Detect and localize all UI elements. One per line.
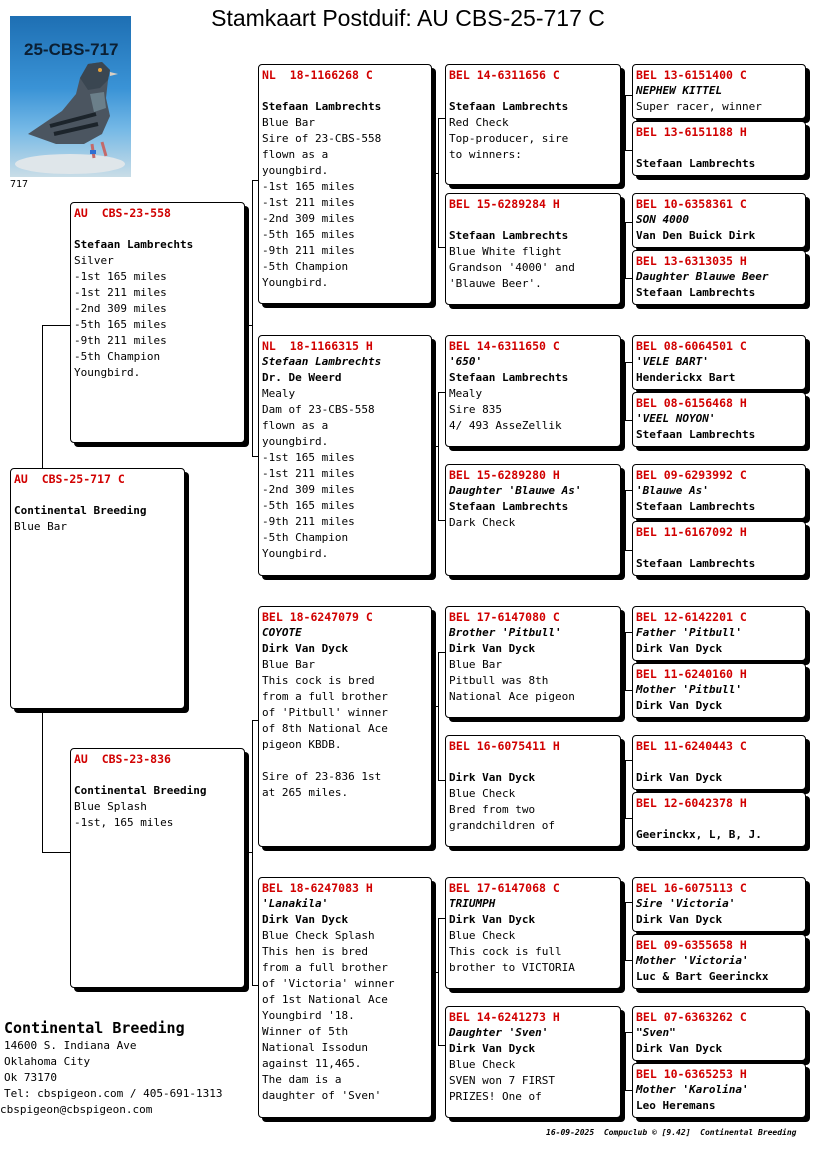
pigeon-photo — [10, 16, 131, 177]
info-line: 'Blauwe Beer'. — [449, 277, 542, 290]
owner-name: Stefaan Lambrechts — [262, 100, 382, 113]
pigeon-name: '650' — [449, 355, 483, 368]
connector-line — [625, 95, 632, 96]
connector-line — [625, 420, 632, 421]
ring-number: BEL 16-6075113 C — [636, 881, 747, 895]
owner-name: Stefaan Lambrechts — [636, 157, 756, 170]
owner-name: Dirk Van Dyck — [636, 1042, 723, 1055]
info-line — [636, 811, 802, 827]
connector-line — [42, 325, 43, 469]
ancestor-card — [632, 464, 806, 519]
info-line: Blue Bar — [262, 116, 315, 129]
ring-number: AU CBS-23-558 — [74, 206, 171, 220]
ring-number: BEL 14-6311650 C — [449, 339, 560, 353]
owner-name: Dirk Van Dyck — [636, 699, 723, 712]
info-line: -9th 211 miles — [74, 334, 167, 347]
pigeon-name: "Sven" — [636, 1026, 676, 1039]
grandparent-card — [258, 606, 432, 847]
pigeon-name: 'Lanakila' — [262, 897, 329, 910]
info-line: from a full brother — [262, 961, 388, 974]
great-grandparent-card — [445, 335, 621, 447]
ancestor-card — [632, 392, 806, 447]
owner-name: Geerinckx, L, B, J. — [636, 828, 762, 841]
info-line: flown as a — [262, 419, 329, 432]
info-line: grandchildren of — [449, 819, 555, 832]
ancestor-card — [632, 792, 806, 847]
connector-line — [625, 1032, 632, 1033]
grandparent-card — [258, 335, 432, 576]
owner-name: Henderickx Bart — [636, 371, 736, 384]
pigeon-name: NEPHEW KITTEL — [636, 84, 723, 97]
breeder-email-line: cbspigeon@cbspigeon.com — [0, 1103, 153, 1116]
info-line: Sire 835 — [449, 403, 502, 416]
info-line — [14, 487, 181, 503]
connector-line — [42, 852, 70, 853]
info-line: Youngbird. — [262, 276, 329, 289]
ancestor-card — [632, 877, 806, 932]
info-line: Youngbird. — [74, 366, 141, 379]
great-grandparent-card — [445, 877, 621, 989]
dam-card — [70, 748, 245, 988]
ring-number: BEL 15-6289280 H — [449, 468, 560, 482]
info-line: This cock is full — [449, 945, 562, 958]
info-line: The dam is a — [262, 1073, 342, 1086]
grandparent-card — [258, 64, 432, 304]
connector-line — [625, 690, 632, 691]
connector-line — [438, 780, 445, 781]
connector-line — [625, 902, 632, 903]
info-line: Red Check — [449, 116, 509, 129]
owner-name: Dirk Van Dyck — [636, 771, 723, 784]
connector-line — [625, 222, 626, 278]
info-line: This hen is bred — [262, 945, 368, 958]
breeder-address-line: 14600 S. Indiana Ave — [4, 1039, 137, 1052]
subject-card — [10, 468, 185, 709]
photo-band-text: 25-CBS-717 — [24, 40, 119, 59]
footer — [546, 1128, 796, 1138]
info-line: youngbird. — [262, 435, 329, 448]
connector-line — [252, 720, 253, 985]
info-line: -1st, 165 miles — [74, 816, 174, 829]
breeder-contact-line: Tel: cbspigeon.com / 405-691-1313 — [4, 1087, 223, 1100]
info-line: Blue Check — [449, 1058, 516, 1071]
pigeon-name: Mother 'Karolina' — [636, 1083, 749, 1096]
info-line: -9th 211 miles — [262, 515, 355, 528]
info-line: at 265 miles. — [262, 786, 349, 799]
connector-line — [438, 118, 445, 119]
connector-line — [625, 490, 632, 491]
info-line: -5th 165 miles — [262, 228, 355, 241]
connector-line — [438, 1045, 445, 1046]
info-line: Sire of 23-CBS-558 — [262, 132, 382, 145]
owner-name: Stefaan Lambrechts — [449, 371, 569, 384]
info-line — [449, 754, 617, 770]
ring-number: BEL 14-6311656 C — [449, 68, 560, 82]
connector-line — [625, 490, 626, 550]
pigeon-name: Stefaan Lambrechts — [262, 355, 382, 368]
info-line — [449, 212, 617, 228]
owner-name: Stefaan Lambrechts — [449, 100, 569, 113]
ring-number: AU CBS-25-717 C — [14, 472, 125, 486]
connector-line — [438, 918, 439, 1045]
ancestor-card — [632, 1063, 806, 1118]
ring-number: BEL 07-6363262 C — [636, 1010, 747, 1024]
ring-number: BEL 12-6142201 C — [636, 610, 747, 624]
ring-number: BEL 14-6241273 H — [449, 1010, 560, 1024]
breeder-name: Continental Breeding — [4, 1019, 185, 1037]
info-line: National Ace pigeon — [449, 690, 575, 703]
owner-name: Dirk Van Dyck — [449, 771, 536, 784]
ancestor-card — [632, 934, 806, 989]
ring-number: NL 18-1166268 C — [262, 68, 373, 82]
info-line: -1st 165 miles — [262, 451, 355, 464]
info-line: pigeon KBDB. — [262, 738, 342, 751]
owner-name: Stefaan Lambrechts — [636, 428, 756, 441]
info-line: Youngbird. — [262, 547, 329, 560]
info-line: Blue Bar — [449, 658, 502, 671]
pigeon-name: 'VEEL NOYON' — [636, 412, 716, 425]
connector-line — [252, 180, 253, 456]
owner-name: Dirk Van Dyck — [636, 913, 723, 926]
owner-name: Stefaan Lambrechts — [636, 286, 756, 299]
connector-line — [625, 222, 632, 223]
info-line: Blue Bar — [262, 658, 315, 671]
ring-number: BEL 15-6289284 H — [449, 197, 560, 211]
breeder-city-line: Oklahoma City — [4, 1055, 91, 1068]
ring-number: BEL 17-6147080 C — [449, 610, 560, 624]
info-line: Blue Bar — [14, 520, 67, 533]
ancestor-card — [632, 663, 806, 718]
ring-number: BEL 18-6247083 H — [262, 881, 373, 895]
pigeon-name: COYOTE — [262, 626, 302, 639]
ring-number: BEL 12-6042378 H — [636, 796, 747, 810]
ring-number: BEL 08-6064501 C — [636, 339, 747, 353]
sire-card — [70, 202, 245, 443]
connector-line — [438, 520, 445, 521]
info-line — [262, 753, 428, 769]
page-title: Stamkaart Postduif: AU CBS-25-717 C — [211, 5, 605, 31]
owner-name: Stefaan Lambrechts — [449, 229, 569, 242]
photo-label: 717 — [10, 179, 29, 190]
info-line: -5th 165 miles — [262, 499, 355, 512]
footer-software: Compuclub © [9.42] — [603, 1128, 691, 1137]
connector-line — [625, 362, 626, 420]
info-line: -1st 165 miles — [262, 180, 355, 193]
info-line: PRIZES! One of — [449, 1090, 542, 1103]
owner-name: Dr. De Weerd — [262, 371, 342, 384]
ring-number: BEL 13-6151188 H — [636, 125, 747, 139]
info-line: of 'Pitbull' winner — [262, 706, 388, 719]
info-line: Mealy — [262, 387, 296, 400]
owner-name: Stefaan Lambrechts — [636, 557, 756, 570]
info-line — [262, 83, 428, 99]
info-line: of 'Victoria' winner — [262, 977, 395, 990]
connector-line — [625, 960, 632, 961]
great-grandparent-card — [445, 1006, 621, 1118]
info-line: -5th Champion — [74, 350, 161, 363]
owner-name: Leo Heremans — [636, 1099, 716, 1112]
ring-number: BEL 08-6156468 H — [636, 396, 747, 410]
owner-name: Continental Breeding — [74, 784, 207, 797]
connector-line — [438, 392, 445, 393]
connector-line — [438, 918, 445, 919]
owner-name: Dirk Van Dyck — [262, 913, 349, 926]
ring-number: BEL 13-6151400 C — [636, 68, 747, 82]
ring-number: BEL 10-6365253 H — [636, 1067, 747, 1081]
pigeon-name: Brother 'Pitbull' — [449, 626, 562, 639]
connector-line — [625, 278, 632, 279]
connector-line — [42, 710, 43, 852]
info-line: of 1st National Ace — [262, 993, 388, 1006]
info-line: Youngbird '18. — [262, 1009, 355, 1022]
info-line: of 8th National Ace — [262, 722, 388, 735]
connector-line — [438, 118, 439, 247]
info-line — [449, 83, 617, 99]
ancestor-card — [632, 735, 806, 790]
connector-line — [625, 818, 632, 819]
ancestor-card — [632, 521, 806, 576]
info-line: This cock is bred — [262, 674, 375, 687]
pigeon-name: Mother 'Pitbull' — [636, 683, 742, 696]
info-line: -5th Champion — [262, 531, 349, 544]
info-line: -2nd 309 miles — [262, 483, 355, 496]
pigeon-name: Daughter 'Blauwe As' — [449, 484, 582, 497]
info-line: daughter of 'Sven' — [262, 1089, 382, 1102]
great-grandparent-card — [445, 464, 621, 576]
owner-name: Stefaan Lambrechts — [74, 238, 194, 251]
info-line: Blue Splash — [74, 800, 147, 813]
info-line — [74, 221, 241, 237]
info-line: -1st 211 miles — [262, 196, 355, 209]
info-line: Top-producer, sire — [449, 132, 569, 145]
ancestor-card — [632, 250, 806, 305]
owner-name: Continental Breeding — [14, 504, 147, 517]
info-line: Blue White flight — [449, 245, 562, 258]
owner-name: Dirk Van Dyck — [449, 913, 536, 926]
ring-number: BEL 13-6313035 H — [636, 254, 747, 268]
pigeon-name: Daughter Blauwe Beer — [636, 270, 769, 283]
ring-number: BEL 09-6355658 H — [636, 938, 747, 952]
ancestor-card — [632, 121, 806, 176]
info-line: -5th 165 miles — [74, 318, 167, 331]
info-line: -2nd 309 miles — [262, 212, 355, 225]
info-line: Super racer, winner — [636, 100, 762, 113]
info-line: -5th Champion — [262, 260, 349, 273]
ancestor-card — [632, 1006, 806, 1061]
owner-name: Dirk Van Dyck — [262, 642, 349, 655]
info-line: -2nd 309 miles — [74, 302, 167, 315]
info-line: Grandson '4000' and — [449, 261, 575, 274]
pigeon-name: 'Blauwe As' — [636, 484, 709, 497]
breeder-info — [0, 1018, 223, 1118]
ancestor-card — [632, 335, 806, 390]
ring-number: BEL 11-6240443 C — [636, 739, 747, 753]
info-line: -1st 211 miles — [74, 286, 167, 299]
info-line: Blue Check — [449, 787, 516, 800]
connector-line — [438, 652, 439, 780]
footer-date: 16-09-2025 — [546, 1128, 595, 1137]
info-line: Sire of 23-836 1st — [262, 770, 382, 783]
info-line: Silver — [74, 254, 114, 267]
pigeon-name: 'VELE BART' — [636, 355, 709, 368]
ancestor-card — [632, 193, 806, 248]
owner-name: Luc & Bart Geerinckx — [636, 970, 769, 983]
info-line: Mealy — [449, 387, 483, 400]
great-grandparent-card — [445, 606, 621, 718]
info-line: -9th 211 miles — [262, 244, 355, 257]
info-line — [636, 540, 802, 556]
connector-line — [438, 392, 439, 520]
info-line: to winners: — [449, 148, 522, 161]
connector-line — [625, 902, 626, 960]
owner-name: Van Den Buick Dirk — [636, 229, 756, 242]
info-line: youngbird. — [262, 164, 329, 177]
ring-number: BEL 11-6167092 H — [636, 525, 747, 539]
pigeon-name: TRIUMPH — [449, 897, 496, 910]
info-line: -1st 211 miles — [262, 467, 355, 480]
owner-name: Dirk Van Dyck — [449, 1042, 536, 1055]
owner-name: Dirk Van Dyck — [449, 642, 536, 655]
ancestor-card — [632, 606, 806, 661]
connector-line — [625, 632, 626, 690]
owner-name: Stefaan Lambrechts — [449, 500, 569, 513]
info-line — [636, 754, 802, 770]
info-line: from a full brother — [262, 690, 388, 703]
info-line — [636, 140, 802, 156]
info-line: 4/ 493 AsseZellik — [449, 419, 562, 432]
ring-number: AU CBS-23-836 — [74, 752, 171, 766]
info-line: National Issodun — [262, 1041, 368, 1054]
connector-line — [625, 550, 632, 551]
info-line: -1st 165 miles — [74, 270, 167, 283]
ring-number: BEL 09-6293992 C — [636, 468, 747, 482]
connector-line — [438, 247, 445, 248]
pigeon-name: Sire 'Victoria' — [636, 897, 736, 910]
connector-line — [625, 760, 632, 761]
great-grandparent-card — [445, 193, 621, 305]
info-line: Bred from two — [449, 803, 536, 816]
pigeon-name: SON 4000 — [636, 213, 689, 226]
info-line: flown as a — [262, 148, 329, 161]
connector-line — [625, 95, 626, 150]
pigeon-name: Daughter 'Sven' — [449, 1026, 549, 1039]
ring-number: BEL 10-6358361 C — [636, 197, 747, 211]
info-line: SVEN won 7 FIRST — [449, 1074, 555, 1087]
ring-number: BEL 18-6247079 C — [262, 610, 373, 624]
info-line: Dark Check — [449, 516, 516, 529]
info-line: Winner of 5th — [262, 1025, 349, 1038]
info-line — [74, 767, 241, 783]
great-grandparent-card — [445, 735, 621, 847]
info-line: Dam of 23-CBS-558 — [262, 403, 375, 416]
connector-line — [625, 362, 632, 363]
connector-line — [625, 1090, 632, 1091]
info-line: against 11,465. — [262, 1057, 362, 1070]
connector-line — [42, 325, 70, 326]
ring-number: BEL 17-6147068 C — [449, 881, 560, 895]
connector-line — [625, 1032, 626, 1090]
owner-name: Stefaan Lambrechts — [636, 500, 756, 513]
info-line: Pitbull was 8th — [449, 674, 549, 687]
info-line: brother to VICTORIA — [449, 961, 575, 974]
info-line: Blue Check Splash — [262, 929, 375, 942]
ancestor-card — [632, 64, 806, 119]
connector-line — [625, 150, 632, 151]
pigeon-name: Mother 'Victoria' — [636, 954, 749, 967]
ring-number: NL 18-1166315 H — [262, 339, 373, 353]
breeder-state-line: Ok 73170 — [4, 1071, 57, 1084]
connector-line — [625, 632, 632, 633]
footer-owner: Continental Breeding — [700, 1128, 797, 1137]
grandparent-card — [258, 877, 432, 1118]
pigeon-name: Father 'Pitbull' — [636, 626, 742, 639]
connector-line — [625, 760, 626, 818]
great-grandparent-card — [445, 64, 621, 185]
owner-name: Dirk Van Dyck — [636, 642, 723, 655]
info-line: Blue Check — [449, 929, 516, 942]
connector-line — [438, 652, 445, 653]
ring-number: BEL 11-6240160 H — [636, 667, 747, 681]
ring-number: BEL 16-6075411 H — [449, 739, 560, 753]
